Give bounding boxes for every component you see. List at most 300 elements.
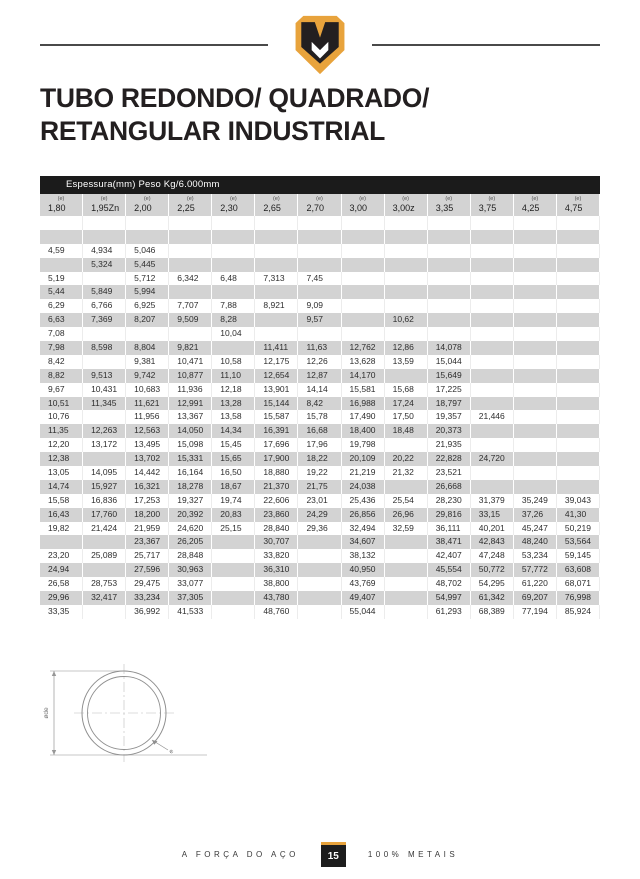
table-cell [428,327,471,341]
table-cell: 26,58 [40,577,83,591]
footer-slogan-right: 100% METAIS [367,850,459,859]
table-cell: 53,564 [557,535,600,549]
table-cell [83,535,126,549]
table-cell: 20,109 [342,452,385,466]
table-cell: 38,471 [428,535,471,549]
table-cell: 7,08 [40,327,83,341]
table-cell [298,577,341,591]
table-cell: 36,310 [255,563,298,577]
table-cell: 17,760 [83,508,126,522]
table-cell: 47,248 [471,549,514,563]
column-header: (e) 4,25 [514,194,557,216]
table-cell: 8,42 [40,355,83,369]
table-cell [342,272,385,286]
table-cell [514,230,557,244]
table-row [40,383,600,397]
table-cell: 14,095 [83,466,126,480]
table-cell: 13,901 [255,383,298,397]
table-cell: 22,606 [255,494,298,508]
table-cell [471,466,514,480]
table-cell: 68,071 [557,577,600,591]
table-cell [471,313,514,327]
weight-table [40,176,600,619]
table-row [40,299,600,313]
table-cell: 18,400 [342,424,385,438]
table-cell: 39,043 [557,494,600,508]
table-cell [557,410,600,424]
table-cell: 61,220 [514,577,557,591]
table-cell: 27,596 [126,563,169,577]
table-cell: 48,760 [255,605,298,619]
table-cell: 14,078 [428,341,471,355]
table-cell: 16,43 [40,508,83,522]
table-cell: 54,295 [471,577,514,591]
table-cell: 14,74 [40,480,83,494]
table-cell: 28,753 [83,577,126,591]
table-row [40,605,600,619]
table-title-bar: Espessura(mm) Peso Kg/6.000mm [40,176,600,194]
table-cell [428,230,471,244]
table-cell [255,244,298,258]
table-cell: 19,22 [298,466,341,480]
table-cell: 18,22 [298,452,341,466]
table-cell: 33,077 [169,577,212,591]
table-cell [428,299,471,313]
column-header: (e) 2,65 [255,194,298,216]
table-cell: 26,668 [428,480,471,494]
table-cell: 5,046 [126,244,169,258]
table-row [40,313,600,327]
table-cell [428,313,471,327]
table-cell [342,285,385,299]
table-cell: 21,219 [342,466,385,480]
table-cell: 11,621 [126,397,169,411]
table-row [40,494,600,508]
thickness-label: e [167,747,176,756]
table-cell: 13,28 [212,397,255,411]
table-cell: 30,963 [169,563,212,577]
table-cell: 21,424 [83,522,126,536]
table-cell: 9,509 [169,313,212,327]
header-divider-right [372,44,600,46]
page-number: 15 [327,850,339,862]
table-cell [212,563,255,577]
table-cell [514,272,557,286]
table-row [40,258,600,272]
table-cell [471,230,514,244]
table-cell: 13,367 [169,410,212,424]
table-cell [169,244,212,258]
table-cell [557,327,600,341]
table-cell: 16,391 [255,424,298,438]
table-cell: 15,649 [428,369,471,383]
table-cell: 11,35 [40,424,83,438]
table-cell: 17,900 [255,452,298,466]
table-cell [385,327,428,341]
table-cell: 6,925 [126,299,169,313]
table-cell: 50,219 [557,522,600,536]
table-cell: 16,50 [212,466,255,480]
table-cell [212,285,255,299]
table-cell: 15,144 [255,397,298,411]
table-cell [40,535,83,549]
table-cell: 17,696 [255,438,298,452]
table-cell [557,438,600,452]
table-cell [514,438,557,452]
table-cell: 7,45 [298,272,341,286]
table-cell [298,563,341,577]
table-cell: 10,58 [212,355,255,369]
table-cell: 19,798 [342,438,385,452]
table-cell [40,258,83,272]
table-cell: 13,58 [212,410,255,424]
table-cell: 14,34 [212,424,255,438]
table-cell [471,480,514,494]
column-header: (e) 2,25 [169,194,212,216]
table-cell: 37,26 [514,508,557,522]
table-cell: 5,324 [83,258,126,272]
table-cell: 8,82 [40,369,83,383]
table-cell: 40,950 [342,563,385,577]
table-cell: 11,956 [126,410,169,424]
table-cell: 26,856 [342,508,385,522]
table-row [40,327,600,341]
table-cell: 12,263 [83,424,126,438]
table-cell [557,216,600,230]
table-cell: 9,513 [83,369,126,383]
table-cell [385,480,428,494]
table-cell: 24,29 [298,508,341,522]
table-cell: 10,76 [40,410,83,424]
table-cell: 36,992 [126,605,169,619]
table-cell: 9,67 [40,383,83,397]
table-cell: 29,475 [126,577,169,591]
table-cell: 10,51 [40,397,83,411]
table-cell: 18,880 [255,466,298,480]
table-cell: 41,30 [557,508,600,522]
table-cell: 6,48 [212,272,255,286]
table-cell [514,299,557,313]
table-cell [385,258,428,272]
table-cell: 32,59 [385,522,428,536]
table-cell [212,230,255,244]
tube-cross-section-drawing [42,658,322,770]
table-cell: 12,87 [298,369,341,383]
table-cell: 18,797 [428,397,471,411]
table-cell: 19,82 [40,522,83,536]
table-cell: 17,490 [342,410,385,424]
table-cell [126,216,169,230]
table-cell: 8,207 [126,313,169,327]
table-cell: 50,772 [471,563,514,577]
table-cell: 25,089 [83,549,126,563]
table-cell: 53,234 [514,549,557,563]
table-cell [514,452,557,466]
table-cell: 57,772 [514,563,557,577]
table-cell [557,244,600,258]
table-row [40,341,600,355]
brand-shield-logo [294,15,346,77]
table-cell: 21,32 [385,466,428,480]
table-cell: 10,04 [212,327,255,341]
table-row [40,285,600,299]
table-row [40,480,600,494]
table-cell [385,438,428,452]
table-cell: 25,717 [126,549,169,563]
table-row [40,591,600,605]
table-cell: 19,357 [428,410,471,424]
table-cell [126,230,169,244]
table-cell: 15,927 [83,480,126,494]
table-cell [212,577,255,591]
table-cell [298,591,341,605]
table-cell: 11,345 [83,397,126,411]
table-cell: 16,164 [169,466,212,480]
column-header: (e) 1,95Zn [83,194,126,216]
table-cell: 12,20 [40,438,83,452]
table-cell: 6,63 [40,313,83,327]
table-cell [557,383,600,397]
table-cell: 11,63 [298,341,341,355]
table-row [40,369,600,383]
column-header: (e) 2,00 [126,194,169,216]
table-cell: 14,442 [126,466,169,480]
dim-arrow-bottom-icon [52,750,56,755]
table-cell: 28,848 [169,549,212,563]
dim-arrow-top-icon [52,671,56,676]
table-cell [385,563,428,577]
table-cell [471,285,514,299]
table-cell: 18,200 [126,508,169,522]
table-cell [471,299,514,313]
table-cell: 38,132 [342,549,385,563]
table-body [40,216,600,619]
table-cell [514,341,557,355]
table-cell [514,369,557,383]
table-cell [212,535,255,549]
table-cell: 18,48 [385,424,428,438]
table-cell [255,230,298,244]
page-title-line2: RETANGULAR INDUSTRIAL [40,116,386,146]
column-header: (e) 3,75 [471,194,514,216]
table-cell [385,549,428,563]
table-cell [514,216,557,230]
table-cell: 5,849 [83,285,126,299]
table-cell: 33,234 [126,591,169,605]
table-row [40,216,600,230]
table-cell [385,369,428,383]
table-cell: 12,38 [40,452,83,466]
table-cell: 12,175 [255,355,298,369]
table-cell [385,605,428,619]
table-cell: 63,608 [557,563,600,577]
table-cell: 61,293 [428,605,471,619]
table-cell [40,230,83,244]
table-cell: 26,96 [385,508,428,522]
table-cell [557,452,600,466]
column-header: (e) 3,00 [342,194,385,216]
table-row [40,424,600,438]
table-cell: 13,495 [126,438,169,452]
table-cell: 54,997 [428,591,471,605]
table-cell [169,258,212,272]
table-cell [557,466,600,480]
column-header: (e) 2,30 [212,194,255,216]
table-cell [557,285,600,299]
table-cell: 19,327 [169,494,212,508]
table-cell: 21,959 [126,522,169,536]
table-cell [385,299,428,313]
table-cell [255,258,298,272]
table-cell [514,327,557,341]
table-cell: 8,42 [298,397,341,411]
table-cell: 14,050 [169,424,212,438]
column-header: (e) 1,80 [40,194,83,216]
table-cell [428,258,471,272]
table-cell: 16,68 [298,424,341,438]
table-cell: 16,836 [83,494,126,508]
table-cell: 32,417 [83,591,126,605]
table-cell: 13,628 [342,355,385,369]
table-cell: 10,431 [83,383,126,397]
table-cell [342,327,385,341]
table-cell: 4,59 [40,244,83,258]
table-cell: 55,044 [342,605,385,619]
table-cell [428,272,471,286]
table-cell: 15,098 [169,438,212,452]
table-cell [514,466,557,480]
table-cell [428,244,471,258]
table-cell [514,424,557,438]
table-row [40,522,600,536]
table-cell: 23,01 [298,494,341,508]
table-cell: 8,28 [212,313,255,327]
table-cell: 34,607 [342,535,385,549]
table-cell: 5,445 [126,258,169,272]
table-cell [557,341,600,355]
table-cell: 24,038 [342,480,385,494]
table-cell: 14,14 [298,383,341,397]
table-cell: 14,170 [342,369,385,383]
table-cell: 15,581 [342,383,385,397]
table-cell: 8,921 [255,299,298,313]
table-cell: 10,683 [126,383,169,397]
column-header: (e) 3,35 [428,194,471,216]
table-cell: 38,800 [255,577,298,591]
table-cell [298,244,341,258]
table-cell [385,216,428,230]
table-cell: 4,934 [83,244,126,258]
table-row [40,355,600,369]
table-cell [471,397,514,411]
table-column-headers [40,194,600,216]
table-cell: 17,225 [428,383,471,397]
table-cell: 17,96 [298,438,341,452]
table-cell: 9,09 [298,299,341,313]
table-cell: 37,305 [169,591,212,605]
table-cell [471,355,514,369]
table-cell [126,327,169,341]
table-cell: 10,62 [385,313,428,327]
table-cell: 9,821 [169,341,212,355]
table-cell: 7,313 [255,272,298,286]
table-cell: 36,111 [428,522,471,536]
table-cell: 12,762 [342,341,385,355]
table-cell [298,285,341,299]
table-cell: 5,19 [40,272,83,286]
column-header: (e) 2,70 [298,194,341,216]
table-cell: 6,342 [169,272,212,286]
table-cell: 6,29 [40,299,83,313]
table-cell: 20,83 [212,508,255,522]
table-cell: 24,94 [40,563,83,577]
table-cell [298,258,341,272]
table-cell: 61,342 [471,591,514,605]
table-cell [83,272,126,286]
table-cell [471,424,514,438]
table-cell: 18,278 [169,480,212,494]
table-cell [428,216,471,230]
table-cell: 5,994 [126,285,169,299]
table-cell: 76,998 [557,591,600,605]
table-cell: 77,194 [514,605,557,619]
table-cell: 15,65 [212,452,255,466]
page-number-badge [321,842,346,867]
table-cell: 7,98 [40,341,83,355]
table-cell [255,313,298,327]
table-cell [514,355,557,369]
table-cell: 18,67 [212,480,255,494]
table-cell: 21,75 [298,480,341,494]
table-cell [83,230,126,244]
table-cell [557,480,600,494]
table-row [40,230,600,244]
table-cell [471,272,514,286]
table-cell [298,327,341,341]
table-cell: 20,22 [385,452,428,466]
table-cell: 16,321 [126,480,169,494]
table-cell [169,216,212,230]
table-cell: 45,247 [514,522,557,536]
table-cell [83,355,126,369]
table-cell [557,313,600,327]
table-cell: 12,86 [385,341,428,355]
table-cell [557,355,600,369]
table-cell: 12,18 [212,383,255,397]
table-cell [514,383,557,397]
table-row [40,508,600,522]
table-cell: 12,563 [126,424,169,438]
table-cell [83,327,126,341]
table-cell [557,397,600,411]
table-row [40,244,600,258]
table-cell [212,341,255,355]
table-cell [385,230,428,244]
table-cell [514,285,557,299]
table-cell [212,216,255,230]
table-cell: 32,494 [342,522,385,536]
table-cell: 5,712 [126,272,169,286]
table-cell: 15,68 [385,383,428,397]
table-cell: 9,57 [298,313,341,327]
table-cell [514,244,557,258]
table-row [40,438,600,452]
table-cell [385,285,428,299]
table-cell: 8,804 [126,341,169,355]
table-cell [342,216,385,230]
table-cell [385,591,428,605]
table-cell: 13,172 [83,438,126,452]
